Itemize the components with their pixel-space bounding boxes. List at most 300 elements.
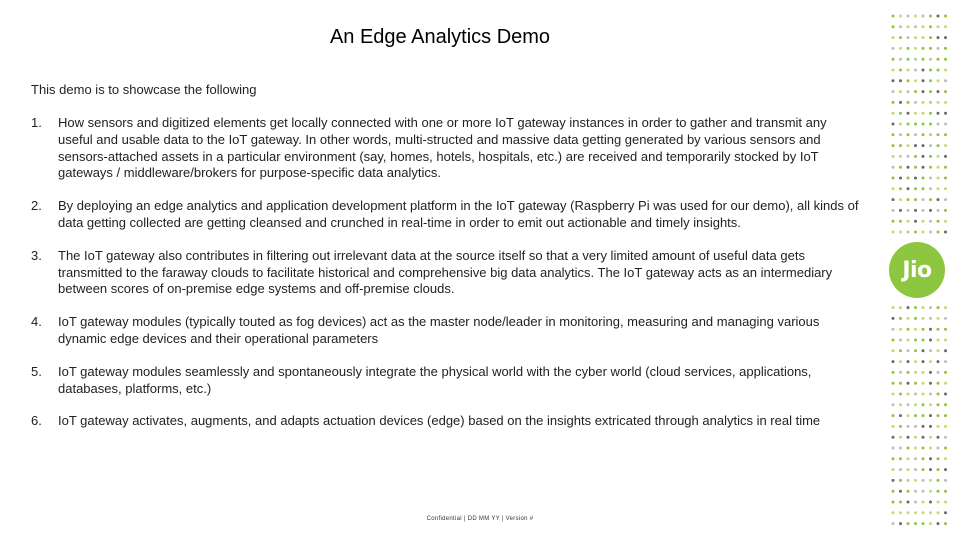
decorative-dot [899,112,902,115]
decorative-dot [907,371,910,374]
decorative-dot [929,231,932,234]
decorative-dot [944,393,947,396]
decorative-dot [929,123,932,126]
decorative-dot [899,360,902,363]
decorative-dot [907,25,910,28]
decorative-dot [892,511,895,514]
decorative-dot [907,36,910,39]
decorative-dot [944,123,947,126]
decorative-dot [899,166,902,169]
decorative-dot [892,79,895,82]
decorative-dot [937,479,940,482]
decorative-dot [922,166,925,169]
decorative-dot [899,155,902,158]
list-item-text: IoT gateway modules seamlessly and spontaneously integrate the physical world with the cyber world (cloud services, applications, databases, platforms, etc.) [58,363,812,396]
decorative-dot [922,349,925,352]
decorative-dot [914,15,917,18]
decorative-dot [929,187,932,190]
decorative-dot [944,479,947,482]
decorative-dot [937,25,940,28]
decorative-dot [937,339,940,342]
decorative-dot [899,209,902,212]
decorative-dot [907,393,910,396]
decorative-dot [899,382,902,385]
decorative-dot [937,349,940,352]
decorative-dot [944,101,947,104]
decorative-dot [929,479,932,482]
decorative-dot [899,198,902,201]
decorative-dot [892,371,895,374]
decorative-dot [892,349,895,352]
decorative-dot [929,79,932,82]
decorative-dot [937,187,940,190]
decorative-dot [944,69,947,72]
decorative-dot [899,220,902,223]
decorative-dot [892,457,895,460]
decorative-dot [914,36,917,39]
decorative-dot [929,393,932,396]
decorative-dot [944,490,947,493]
decorative-dot [899,123,902,126]
list-item [31,314,861,348]
decorative-dot [922,457,925,460]
decorative-dot [929,349,932,352]
decorative-dot [914,101,917,104]
decorative-dot [899,511,902,514]
decorative-dot [937,447,940,450]
decorative-dot [892,15,895,18]
decorative-dot [937,403,940,406]
decorative-dot [922,447,925,450]
decorative-dot [892,166,895,169]
decorative-dot [944,15,947,18]
numbered-list [31,115,861,446]
decorative-dot [937,436,940,439]
decorative-dot [892,425,895,428]
decorative-dot [907,317,910,320]
decorative-dot [937,58,940,61]
decorative-dot [944,349,947,352]
decorative-dot [937,522,940,525]
decorative-dot [907,187,910,190]
decorative-dot [922,328,925,331]
decorative-dot [937,144,940,147]
decorative-dot [922,490,925,493]
decorative-dot [937,47,940,50]
decorative-dot [929,144,932,147]
decorative-dot [907,522,910,525]
decorative-dot [922,306,925,309]
decorative-dot [892,90,895,93]
decorative-dot [922,155,925,158]
decorative-dot [914,501,917,504]
decorative-dot [944,90,947,93]
decorative-dot [907,457,910,460]
decorative-dot [929,155,932,158]
decorative-dot [929,166,932,169]
decorative-dot [944,403,947,406]
decorative-dot [914,490,917,493]
list-item-text: How sensors and digitized elements get locally connected with one or more IoT gateway instances in order to gather and transmit any useful and usable data to the IoT gateway. In other words, multi-structed and massive data getting generated by various sensors and sensors-attached assets in a particular environment (say, homes, hotels, hospitals, etc.) are received and temporarily stocked by IoT gateways / middleware/brokers for purpose-specific data analytics. [58,115,827,181]
decorative-dot [929,511,932,514]
decorative-dot [937,166,940,169]
decorative-dot [944,317,947,320]
list-item [31,115,861,182]
decorative-dot [944,414,947,417]
decorative-dot [907,79,910,82]
decorative-dot [914,69,917,72]
decorative-dot [937,15,940,18]
decorative-dot [937,198,940,201]
decorative-dot [892,112,895,115]
decorative-dot [922,209,925,212]
decorative-dot [944,447,947,450]
decorative-dot [907,231,910,234]
decorative-dot [929,425,932,428]
decorative-dot [922,360,925,363]
decorative-dot [929,198,932,201]
decorative-dot [929,328,932,331]
decorative-dot [914,90,917,93]
decorative-dot [892,403,895,406]
decorative-dot [929,209,932,212]
decorative-dot [922,101,925,104]
decorative-dot [907,101,910,104]
decorative-dot [892,123,895,126]
decorative-dot [937,306,940,309]
decorative-dot [929,457,932,460]
decorative-dot [899,339,902,342]
decorative-dot [892,447,895,450]
list-item [31,413,861,430]
list-item [31,198,861,232]
decorative-dot [892,58,895,61]
decorative-dot [907,436,910,439]
decorative-dot [914,382,917,385]
list-item-number: 3. [31,247,42,263]
decorative-dot [922,403,925,406]
decorative-dot [899,457,902,460]
decorative-dot [899,447,902,450]
decorative-dot [922,187,925,190]
decorative-dot [892,101,895,104]
decorative-dot [914,166,917,169]
decorative-dot [944,36,947,39]
decorative-dot [914,25,917,28]
list-item-number: 4. [31,314,42,330]
decorative-dot [907,112,910,115]
decorative-dot [914,123,917,126]
decorative-dot [899,187,902,190]
decorative-dot [944,58,947,61]
decorative-dot [914,231,917,234]
decorative-dot [944,187,947,190]
decorative-dot [907,425,910,428]
decorative-dot [899,522,902,525]
decorative-dot [929,58,932,61]
decorative-dot [944,457,947,460]
decorative-dot [944,47,947,50]
decorative-dot [907,479,910,482]
decorative-dot [914,511,917,514]
decorative-dot [914,349,917,352]
decorative-dot [937,220,940,223]
decorative-dot [922,69,925,72]
decorative-dot [922,479,925,482]
decorative-dot [907,177,910,180]
decorative-dot [899,414,902,417]
decorative-dot [944,360,947,363]
decorative-dot [944,209,947,212]
decorative-dot [929,133,932,136]
decorative-dot [922,123,925,126]
decorative-dot [929,371,932,374]
decorative-dot [892,479,895,482]
decorative-dot [907,339,910,342]
decorative-dot [892,47,895,50]
decorative-dot [907,360,910,363]
decorative-dot [922,511,925,514]
decorative-dot [922,112,925,115]
decorative-dot [914,187,917,190]
decorative-dot [922,198,925,201]
decorative-dot [944,511,947,514]
decorative-dot [899,15,902,18]
decorative-dot [937,69,940,72]
decorative-dot [892,220,895,223]
decorative-dot [899,479,902,482]
decorative-dot [907,166,910,169]
decorative-dot [914,112,917,115]
decorative-dot [937,501,940,504]
decorative-dot [922,436,925,439]
decorative-dot [892,317,895,320]
jio-logo [889,242,945,298]
decorative-dot [944,177,947,180]
decorative-dot [922,393,925,396]
decorative-dot [907,306,910,309]
decorative-dot [914,457,917,460]
decorative-dot [892,69,895,72]
slide-title: An Edge Analytics Demo [329,26,551,48]
decorative-dot [944,436,947,439]
decorative-dot [907,501,910,504]
decorative-dot [892,209,895,212]
decorative-dot [937,36,940,39]
decorative-dot [914,220,917,223]
decorative-dot [899,231,902,234]
decorative-dot [907,123,910,126]
decorative-dot [922,501,925,504]
decorative-dot [907,58,910,61]
decorative-dot [914,177,917,180]
decorative-dot [899,501,902,504]
decorative-dot [944,112,947,115]
decorative-dot [892,393,895,396]
decorative-dot [929,382,932,385]
decorative-dot [929,101,932,104]
decorative-dot [937,79,940,82]
decorative-dot [892,360,895,363]
decorative-dot [907,490,910,493]
decorative-dot [907,15,910,18]
decorative-dot [937,317,940,320]
decorative-dot [907,90,910,93]
decorative-dot [914,360,917,363]
decorative-dot [892,133,895,136]
decorative-dot [929,177,932,180]
decorative-dot [937,414,940,417]
decorative-dot [899,371,902,374]
decorative-dot [892,231,895,234]
jio-logo-text: Jio [902,257,932,283]
decorative-dot [914,317,917,320]
decorative-dot [892,382,895,385]
decorative-dot [907,414,910,417]
decorative-dot [944,306,947,309]
decorative-dot [944,231,947,234]
decorative-dot [899,393,902,396]
decorative-dot [907,220,910,223]
decorative-dot [914,393,917,396]
decorative-dot [914,479,917,482]
decorative-dot [922,90,925,93]
decorative-dot [929,360,932,363]
decorative-dot [922,177,925,180]
decorative-dot [929,47,932,50]
decorative-dot [892,339,895,342]
decorative-dot [922,414,925,417]
decorative-dot [929,25,932,28]
decorative-dot [922,25,925,28]
list-item-text: The IoT gateway also contributes in filtering out irrelevant data at the source itself so that a very limited amount of useful data gets transmitted to the faraway clouds to facilitate historical and comprehensive big data analytics. The IoT gateway acts as an intermediary between scores of on-premise edge systems and off-premise clouds. [58,247,833,297]
decorative-dot [929,317,932,320]
decorative-dot [937,511,940,514]
decorative-dot [937,328,940,331]
decorative-dot [929,306,932,309]
decorative-dot [944,25,947,28]
decorative-dot [937,155,940,158]
decorative-dot [937,231,940,234]
decorative-dot [929,501,932,504]
decorative-dot [899,90,902,93]
decorative-dot [914,58,917,61]
decorative-dot [922,36,925,39]
decorative-dot [892,36,895,39]
decorative-dot [907,209,910,212]
decorative-dot [937,90,940,93]
decorative-dot [944,522,947,525]
decorative-dot [892,501,895,504]
decorative-dot [899,490,902,493]
decorative-dot [899,101,902,104]
decorative-dot [914,133,917,136]
decorative-dot [944,133,947,136]
decorative-dot [922,371,925,374]
decorative-dot [907,155,910,158]
decorative-dot [929,436,932,439]
decorative-dot [914,447,917,450]
decorative-dot [937,101,940,104]
decorative-dot [914,371,917,374]
decorative-dot [907,328,910,331]
decorative-dot [899,349,902,352]
decorative-dot [944,328,947,331]
decorative-dot [892,490,895,493]
intro-text: This demo is to showcase the following [31,82,257,97]
decorative-dot [914,155,917,158]
decorative-dot [907,47,910,50]
decorative-dot [944,468,947,471]
decorative-dot [907,511,910,514]
decorative-dot [944,425,947,428]
decorative-dot [899,144,902,147]
decorative-dot [914,522,917,525]
decorative-dot [892,306,895,309]
decorative-dot [922,382,925,385]
decorative-dot [899,79,902,82]
decorative-dot [907,133,910,136]
decorative-dot [892,198,895,201]
decorative-dot [937,457,940,460]
decorative-dot [907,349,910,352]
decorative-dot [899,468,902,471]
decorative-dot [929,414,932,417]
decorative-dot [937,468,940,471]
decorative-dot [892,177,895,180]
decorative-dot [944,166,947,169]
decorative-dot [914,436,917,439]
decorative-dot [929,36,932,39]
decorative-dot [937,123,940,126]
decorative-dot [892,155,895,158]
decorative-dot [929,447,932,450]
decorative-dot [929,15,932,18]
decorative-dot [929,69,932,72]
decorative-dot [944,382,947,385]
decorative-dot [929,112,932,115]
decorative-dot [929,339,932,342]
decorative-dot [944,79,947,82]
decorative-dot [944,501,947,504]
decorative-dot [892,25,895,28]
decorative-dot [907,144,910,147]
decorative-dot [914,47,917,50]
decorative-dot [899,25,902,28]
list-item-number: 1. [31,115,42,130]
decorative-dot [907,468,910,471]
decorative-dot [907,403,910,406]
decorative-dot [899,403,902,406]
decorative-dot [944,198,947,201]
decorative-dot [922,522,925,525]
decorative-dot [899,317,902,320]
decorative-dot [899,47,902,50]
decorative-dot [899,36,902,39]
decorative-dot [937,133,940,136]
decorative-dot [914,209,917,212]
decorative-dot [937,112,940,115]
decorative-dot [922,231,925,234]
decorative-dot [892,187,895,190]
decorative-dot [899,177,902,180]
decorative-dot [929,90,932,93]
decorative-dot [892,436,895,439]
decorative-dot [907,69,910,72]
list-item-number: 5. [31,363,42,379]
decorative-dot [937,382,940,385]
decorative-dot [922,339,925,342]
